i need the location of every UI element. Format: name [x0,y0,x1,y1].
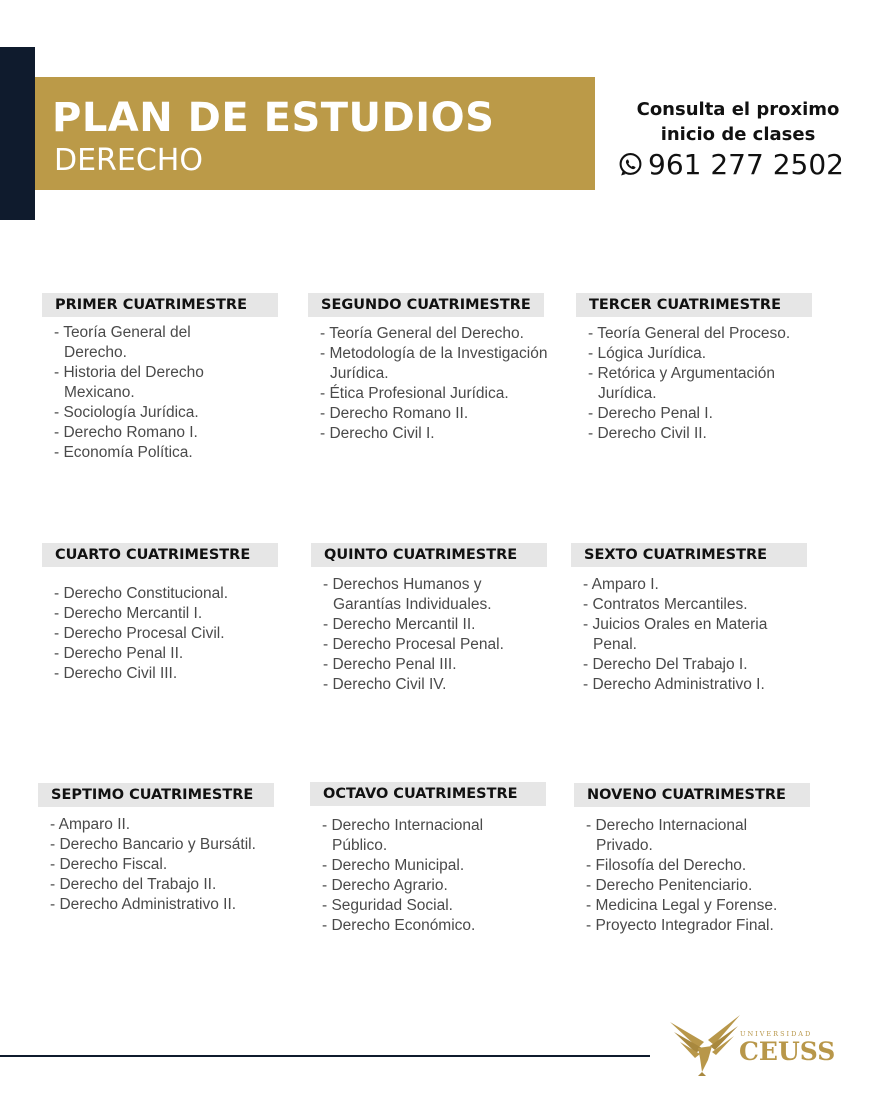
semester-title: SEPTIMO CUATRIMESTRE [38,783,274,807]
course-list [42,584,278,684]
whatsapp-icon [618,152,643,177]
semester-5 [311,543,547,695]
semester-7 [38,783,274,915]
course-item: - Derecho Civil III. [54,665,178,682]
course-item: - Derecho del Trabajo II. [50,876,217,893]
semester-1 [42,293,278,463]
course-item: - Derecho Internacional Público. [322,817,484,854]
course-item: - Derecho Internacional Privado. [586,817,748,854]
course-item: - Teoría General del Derecho. [320,325,524,342]
logo-university-text: UNIVERSIDAD [740,1030,813,1038]
semester-title: SEGUNDO CUATRIMESTRE [308,293,544,317]
semester-title: TERCER CUATRIMESTRE [576,293,812,317]
contact-line-2: inicio de clases [660,124,816,145]
course-item: - Derecho Mercantil II. [323,616,476,633]
course-list [311,575,547,695]
contact-line-1: Consulta el proximo [636,99,840,120]
course-item: - Seguridad Social. [322,897,453,914]
semester-title: NOVENO CUATRIMESTRE [574,783,810,807]
semester-title: SEXTO CUATRIMESTRE [571,543,807,567]
course-list [576,324,812,444]
course-item: - Sociología Jurídica. [54,404,199,421]
page-title: PLAN DE ESTUDIOS [52,95,495,141]
eagle-icon [668,1012,742,1078]
course-item: - Teoría General del Proceso. [588,325,791,342]
course-item: - Proyecto Integrador Final. [586,917,774,934]
course-item: - Derecho Del Trabajo I. [583,656,748,673]
semester-9 [574,783,810,936]
course-item: - Ética Profesional Jurídica. [320,385,509,402]
course-item: - Derecho Administrativo I. [583,676,765,693]
course-item: - Economía Política. [54,444,193,461]
course-item: - Derecho Bancario y Bursátil. [50,836,256,853]
course-item: - Derecho Civil II. [588,425,707,442]
semester-4 [42,543,278,684]
course-item: - Retórica y Argumentación Jurídica. [588,365,775,402]
course-item: - Derecho Agrario. [322,877,448,894]
course-item: - Teoría General del Derecho. [54,324,191,361]
course-item: - Derecho Procesal Civil. [54,625,225,642]
semester-6 [571,543,807,695]
contact-block [618,97,858,181]
course-item: - Derecho Municipal. [322,857,465,874]
course-item: - Derecho Fiscal. [50,856,168,873]
course-list [308,324,548,444]
course-item: - Derecho Mercantil I. [54,605,203,622]
course-item: - Metodología de la Investigación Jurídica. [320,345,548,382]
course-item: - Medicina Legal y Forense. [586,897,778,914]
course-list [42,323,278,463]
course-list [574,816,810,936]
course-item: - Derecho Administrativo II. [50,896,237,913]
phone-number[interactable]: 961 277 2502 [648,148,844,181]
ceuss-logo [668,1012,836,1078]
course-item: - Historia del Derecho Mexicano. [54,364,204,401]
course-list [571,575,807,695]
course-item: - Derecho Económico. [322,917,476,934]
semester-2 [308,293,548,444]
course-item: - Amparo I. [583,576,659,593]
course-item: - Derecho Penal II. [54,645,184,662]
program-name: DERECHO [54,143,203,178]
course-item: - Derecho Civil IV. [323,676,447,693]
course-item: - Lógica Jurídica. [588,345,707,362]
course-item: - Derecho Romano I. [54,424,198,441]
semester-8 [310,782,546,936]
course-item: - Derecho Procesal Penal. [323,636,504,653]
course-item: - Derecho Penal I. [588,405,713,422]
phone-row[interactable] [618,148,858,181]
course-item: - Derecho Constitucional. [54,585,229,602]
course-item: - Derecho Civil I. [320,425,435,442]
semester-title: CUARTO CUATRIMESTRE [42,543,278,567]
footer-divider [0,1055,650,1057]
course-item: - Derechos Humanos y Garantías Individuales. [323,576,492,613]
course-item: - Derecho Penal III. [323,656,457,673]
course-item: - Contratos Mercantiles. [583,596,748,613]
semester-title: PRIMER CUATRIMESTRE [42,293,278,317]
navy-accent-bar [0,47,35,220]
course-item: - Derecho Penitenciario. [586,877,753,894]
semester-title: QUINTO CUATRIMESTRE [311,543,547,567]
course-list [310,816,546,936]
semester-title: OCTAVO CUATRIMESTRE [310,782,546,806]
course-list [38,815,274,915]
semester-3 [576,293,812,444]
course-item: - Juicios Orales en Materia Penal. [583,616,768,653]
course-item: - Filosofía del Derecho. [586,857,747,874]
logo-name: CEUSS [739,1037,836,1066]
title-banner [35,77,595,190]
course-item: - Derecho Romano II. [320,405,469,422]
course-item: - Amparo II. [50,816,131,833]
